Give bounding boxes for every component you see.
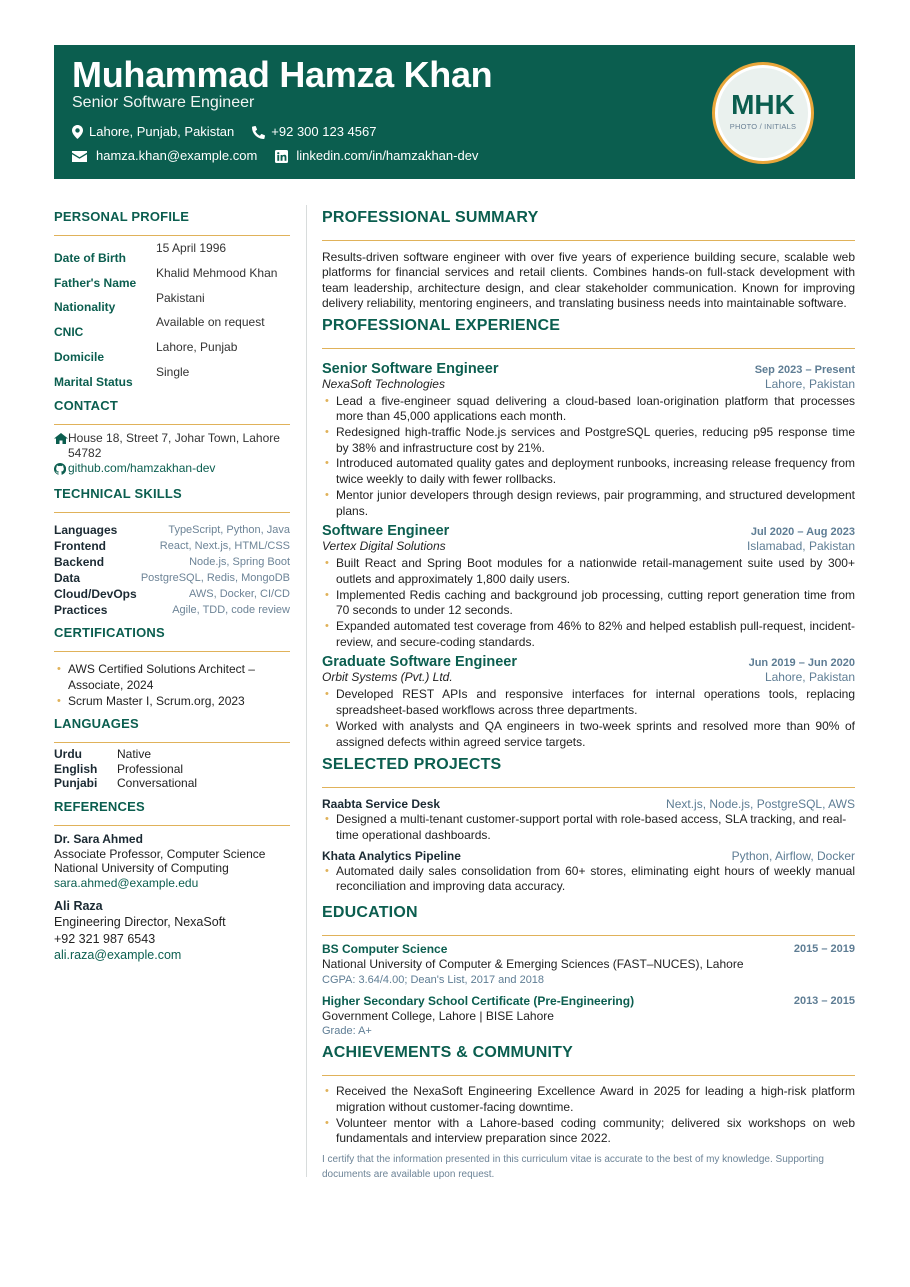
certification-statement: I certify that the information presented in this curriculum vitae is accurate to the best of my knowledge. Supporting documents are available upon request.	[322, 1153, 824, 1180]
job-bullet: • Lead a five-engineer squad delivering a cloud-based loan-origination platform that processes more than 45,000 applications each month.	[322, 394, 855, 425]
photo-placeholder	[712, 62, 814, 164]
envelope-icon	[72, 151, 87, 162]
profile-label: Father's Name	[54, 275, 137, 290]
personal-profile-heading: PERSONAL PROFILE	[54, 209, 290, 236]
profile-label: CNIC	[54, 325, 84, 340]
language-level: Professional	[117, 761, 184, 776]
skill-category: Languages	[54, 523, 118, 538]
profile-value: Single	[156, 364, 190, 379]
skill-category: Backend	[54, 555, 105, 570]
linkedin-text: linkedin.com/in/hamzakhan-dev	[296, 148, 479, 163]
project-name: Khata Analytics Pipeline	[322, 848, 461, 863]
map-pin-icon	[72, 125, 83, 139]
skill-category: Frontend	[54, 539, 106, 554]
job-bullet: • Built React and Spring Boot modules for a nationwide retail-management suite used by 300+ outlets and approximately 1,800 daily users.	[322, 556, 855, 587]
education-years: 2013 – 2015	[793, 994, 855, 1007]
project-header	[322, 796, 855, 812]
job-dates: Sep 2023 – Present	[754, 363, 855, 376]
contact-row-2	[72, 148, 496, 164]
job-location: Islamabad, Pakistan	[746, 539, 855, 554]
profile-value: Available on request	[156, 315, 265, 330]
skill-row	[54, 554, 290, 570]
skill-values: Agile, TDD, code review	[172, 604, 290, 617]
job-dates: Jul 2020 – Aug 2023	[750, 526, 855, 539]
job-entry	[322, 523, 855, 650]
column-divider	[306, 205, 307, 1177]
job-dates: Jun 2019 – Jun 2020	[748, 657, 855, 670]
languages-heading: LANGUAGES	[54, 716, 290, 743]
job-company: Orbit Systems (Pvt.) Ltd.	[322, 670, 453, 685]
summary-heading: PROFESSIONAL SUMMARY	[322, 209, 855, 241]
job-header	[322, 654, 855, 670]
reference-email[interactable]: sara.ahmed@example.edu	[54, 876, 199, 891]
job-location: Lahore, Pakistan	[764, 376, 855, 391]
phone-icon	[252, 126, 265, 139]
project-bullets	[322, 864, 855, 895]
certification-item: • Scrum Master I, Scrum.org, 2023	[54, 694, 290, 710]
skill-values: Node.js, Spring Boot	[189, 556, 290, 569]
education-header	[322, 942, 855, 957]
language-level: Conversational	[117, 776, 198, 791]
reference-email[interactable]: ali.raza@example.com	[54, 947, 182, 962]
profile-value: Lahore, Punjab	[156, 340, 238, 355]
profile-label: Nationality	[54, 300, 116, 315]
reference-role: Associate Professor, Computer Science	[54, 846, 266, 861]
job-role: Graduate Software Engineer	[322, 654, 517, 671]
experience-heading: PROFESSIONAL EXPERIENCE	[322, 317, 855, 349]
technical-skills-heading: TECHNICAL SKILLS	[54, 486, 290, 513]
job-bullet: • Introduced automated quality gates and deployment runbooks, increasing release frequency from twice weekly to daily with fewer rollbacks.	[322, 456, 855, 487]
references-heading: REFERENCES	[54, 799, 290, 826]
summary-text: Results-driven software engineer with over five years of experience building secure, scalable web platforms for financial services and retail clients. Combines hands-on full-stack development with team leadership, architecture design, and clear stakeholder communication. Known for improving delivery reliability, mentoring engineers, and translating business needs into maintainable software.	[322, 250, 855, 311]
skill-row	[54, 602, 290, 618]
profile-value: Pakistani	[156, 290, 205, 305]
skill-category: Data	[54, 571, 81, 586]
achievements-heading: ACHIEVEMENTS & COMMUNITY	[322, 1044, 855, 1076]
job-subheader	[322, 377, 855, 391]
job-bullet: • Mentor junior developers through design reviews, pair programming, and structured development plans.	[322, 488, 855, 519]
profile-values	[156, 236, 290, 394]
job-location: Lahore, Pakistan	[764, 670, 855, 685]
education-institution: Government College, Lahore | BISE Lahore	[322, 1008, 554, 1023]
job-bullets	[322, 394, 855, 520]
language-row	[54, 776, 290, 791]
job-bullet: • Redesigned high-traffic Node.js services and PostgreSQL queries, reducing p95 response time by 38% and infrastructure cost by 21%.	[322, 425, 855, 456]
skill-category: Practices	[54, 603, 108, 618]
github-link[interactable]: github.com/hamzakhan-dev	[68, 461, 216, 476]
certification-item: • AWS Certified Solutions Architect – Associate, 2024	[54, 662, 290, 693]
location-text: Lahore, Punjab, Pakistan	[89, 124, 235, 139]
job-bullet: • Implemented Redis caching and background job processing, cutting report generation time from 70 seconds to under 12 seconds.	[322, 588, 855, 619]
language-name: Punjabi	[54, 776, 98, 791]
contact-heading: CONTACT	[54, 398, 290, 425]
candidate-name: Muhammad Hamza Khan	[72, 54, 493, 95]
job-bullets	[322, 556, 855, 650]
job-header	[322, 361, 855, 377]
phone-item[interactable]	[252, 124, 376, 140]
job-company: Vertex Digital Solutions	[322, 539, 446, 554]
candidate-title: Senior Software Engineer	[72, 94, 255, 111]
project-bullet: • Designed a multi-tenant customer-support portal with role-based access, SLA tracking, and real-time operational dashboards.	[322, 812, 855, 843]
education-entry	[322, 942, 855, 988]
achievements-list	[322, 1084, 855, 1147]
photo-circle	[715, 65, 811, 161]
reference-name: Dr. Sara Ahmed	[54, 831, 143, 846]
reference-role: Engineering Director, NexaSoft	[54, 915, 226, 930]
contact-row-1	[72, 124, 394, 140]
education-degree: BS Computer Science	[322, 942, 448, 957]
education-heading: EDUCATION	[322, 904, 855, 936]
linkedin-item[interactable]	[275, 148, 478, 164]
profile-labels	[54, 236, 156, 394]
job-subheader	[322, 670, 855, 684]
language-row	[54, 747, 290, 762]
certifications-heading: CERTIFICATIONS	[54, 625, 290, 652]
skill-values: React, Next.js, HTML/CSS	[159, 540, 290, 553]
reference-name: Ali Raza	[54, 899, 103, 914]
photo-caption: PHOTO / INITIALS	[729, 122, 797, 131]
phone-text: +92 300 123 4567	[271, 124, 377, 139]
job-role: Senior Software Engineer	[322, 360, 499, 377]
profile-label: Marital Status	[54, 374, 133, 389]
sidebar	[54, 200, 290, 963]
language-name: Urdu	[54, 747, 82, 762]
education-years: 2015 – 2019	[793, 943, 855, 956]
skill-values: TypeScript, Python, Java	[168, 524, 290, 537]
reference-org: +92 321 987 6543	[54, 931, 156, 946]
location-item	[72, 124, 234, 140]
profile-label: Domicile	[54, 349, 105, 364]
email-item[interactable]	[72, 148, 257, 164]
skills-table	[54, 522, 290, 618]
linkedin-icon	[275, 150, 288, 163]
main-column	[322, 200, 855, 1182]
project-header	[322, 848, 855, 864]
job-bullet: • Worked with analysts and QA engineers in two-week sprints and resolved more than 90% of assigned defects within agreed service targets.	[322, 719, 855, 750]
project-tech: Next.js, Node.js, PostgreSQL, AWS	[666, 797, 855, 812]
skill-row	[54, 586, 290, 602]
job-subheader	[322, 539, 855, 553]
education-institution: National University of Computer & Emerging Sciences (FAST–NUCES), Lahore	[322, 957, 744, 972]
education-entry	[322, 994, 855, 1040]
resume-header	[54, 45, 855, 179]
certifications-list	[54, 662, 290, 709]
education-note: CGPA: 3.64/4.00; Dean's List, 2017 and 2018	[322, 973, 545, 986]
education-degree: Higher Secondary School Certificate (Pre-Engineering)	[322, 993, 635, 1008]
job-bullet: • Expanded automated test coverage from 46% to 82% and helped establish pull-request, incident-review, and secure-coding standards.	[322, 619, 855, 650]
project-name: Raabta Service Desk	[322, 797, 441, 812]
address-text: House 18, Street 7, Johar Town, Lahore 54782	[68, 431, 280, 461]
github-icon	[54, 463, 66, 475]
reference-entry	[54, 898, 290, 963]
job-entry	[322, 361, 855, 520]
skill-values: PostgreSQL, Redis, MongoDB	[140, 572, 290, 585]
skill-row	[54, 570, 290, 586]
language-level: Native	[117, 747, 152, 762]
email-text: hamza.khan@example.com	[96, 148, 258, 163]
skill-category: Cloud/DevOps	[54, 587, 137, 602]
home-icon	[54, 433, 68, 444]
initials: MHK	[731, 89, 795, 120]
project-entry	[322, 848, 855, 895]
job-entry	[322, 654, 855, 750]
achievement-item: • Volunteer mentor with a Lahore-based coding community; delivered six workshops on web fundamentals and interview preparation since 2022.	[322, 1116, 855, 1147]
language-row	[54, 762, 290, 777]
job-company: NexaSoft Technologies	[322, 376, 445, 391]
job-bullet: • Developed REST APIs and responsive interfaces for internal operations tools, replacing spreadsheet-based workflows across three departments.	[322, 687, 855, 718]
github-item[interactable]	[54, 461, 290, 476]
project-bullet: • Automated daily sales consolidation from 60+ stores, eliminating eight hours of weekly manual reconciliation and improving data accuracy.	[322, 864, 855, 895]
profile-value: 15 April 1996	[156, 241, 227, 255]
profile-value: Khalid Mehmood Khan	[156, 265, 278, 280]
reference-entry	[54, 832, 290, 891]
profile-label: Date of Birth	[54, 251, 126, 265]
education-note: Grade: A+	[322, 1025, 372, 1038]
project-tech: Python, Airflow, Docker	[731, 848, 855, 863]
projects-heading: SELECTED PROJECTS	[322, 756, 855, 788]
address-item	[54, 431, 290, 461]
language-name: English	[54, 761, 98, 776]
education-header	[322, 994, 855, 1009]
languages-list	[54, 747, 290, 791]
contact-list	[54, 431, 290, 476]
personal-profile	[54, 236, 290, 394]
skill-row	[54, 538, 290, 554]
job-header	[322, 523, 855, 539]
project-bullets	[322, 812, 855, 843]
skill-row	[54, 522, 290, 538]
achievement-item: • Received the NexaSoft Engineering Excellence Award in 2025 for leading a high-risk platform migration without customer-facing downtime.	[322, 1084, 855, 1115]
job-role: Software Engineer	[322, 523, 450, 540]
project-entry	[322, 796, 855, 843]
reference-org: National University of Computing	[54, 861, 229, 876]
skill-values: AWS, Docker, CI/CD	[188, 588, 290, 601]
job-bullets	[322, 687, 855, 750]
references-list	[54, 832, 290, 963]
